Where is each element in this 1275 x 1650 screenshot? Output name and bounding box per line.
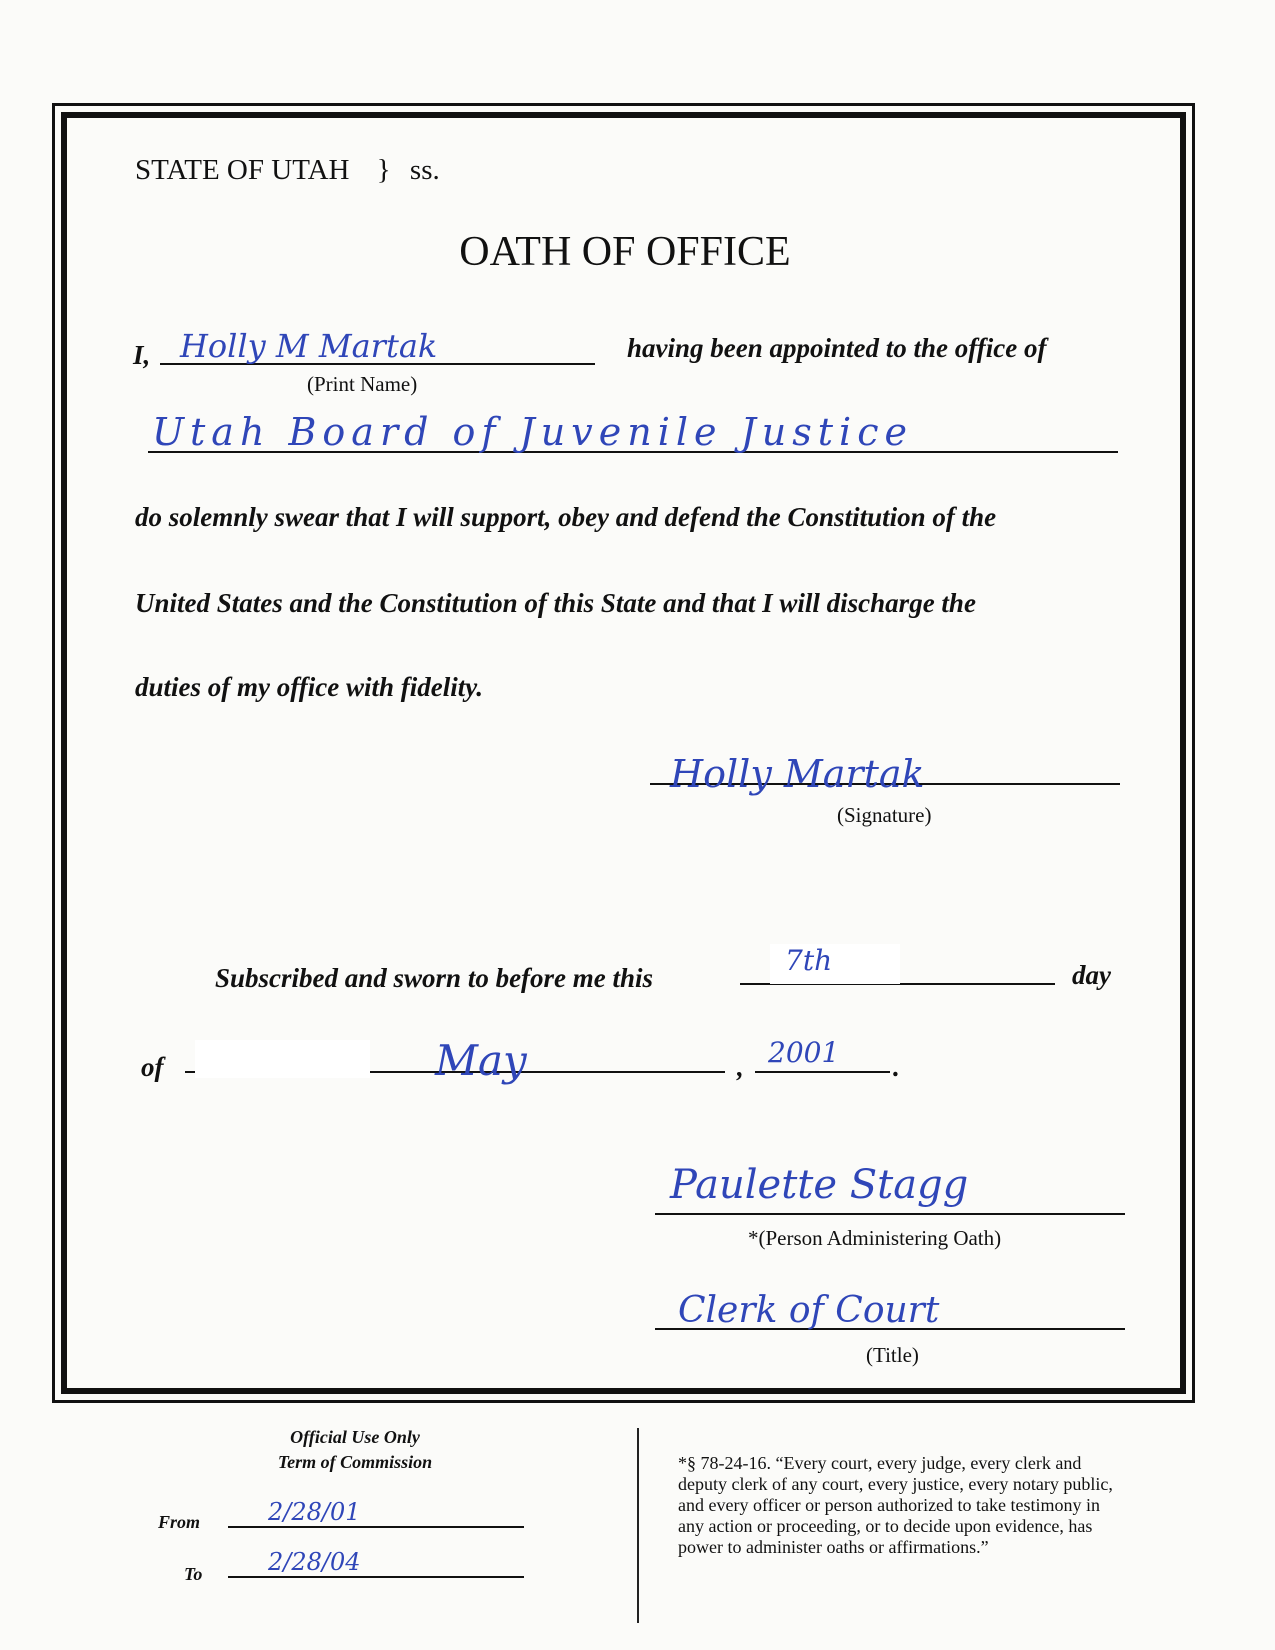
office-value: Utah Board of Juvenile Justice: [152, 410, 913, 454]
period: .: [893, 1052, 900, 1082]
footer-divider: [637, 1428, 639, 1623]
statute-line: any action or proceeding, or to decide upon evidence, has: [678, 1516, 1093, 1536]
day-value: 7th: [785, 944, 833, 977]
state-heading: [135, 154, 440, 187]
from-label: From: [158, 1512, 201, 1532]
print-name-label: (Print Name): [307, 372, 418, 396]
signature-value: Holly Martak: [670, 752, 925, 796]
inner-border: [61, 112, 1186, 1394]
term-of-commission-heading: Term of Commission: [277, 1452, 433, 1472]
print-name-value: Holly M Martak: [180, 327, 438, 365]
statute-line: and every officer or person authorized to take testimony in: [678, 1495, 1101, 1515]
day-word: day: [1072, 960, 1111, 990]
to-line: [228, 1576, 524, 1578]
statute-line: power to administer oaths or affirmations.”: [678, 1537, 989, 1557]
oath-body-line-3: duties of my office with fidelity.: [135, 672, 483, 702]
oath-body-line-1: do solemnly swear that I will support, obey and defend the Constitution of the: [135, 502, 997, 532]
i-prefix: I,: [133, 340, 151, 370]
signature-label: (Signature): [837, 803, 932, 827]
oath-body-line-2: United States and the Constitution of this State and that I will discharge the: [135, 588, 976, 618]
state-name: STATE OF UTAH: [135, 154, 350, 186]
title-label: (Title): [866, 1343, 919, 1367]
administrator-signature: Paulette Stagg: [670, 1162, 969, 1208]
statute-text: [678, 1453, 1113, 1558]
to-label: To: [184, 1564, 203, 1584]
statute-line: deputy clerk of any court, every justice, every notary public,: [678, 1474, 1113, 1494]
administrator-signature-line: [655, 1213, 1125, 1215]
brace: }: [376, 154, 391, 186]
redaction: [195, 1040, 370, 1078]
official-use-heading: Official Use Only: [290, 1427, 420, 1447]
year-line: [755, 1071, 890, 1073]
from-value: 2/28/01: [268, 1498, 361, 1526]
ss-label: ss.: [409, 154, 440, 186]
from-line: [228, 1526, 524, 1528]
month-value: May: [435, 1036, 527, 1085]
administrator-label: *(Person Administering Oath): [748, 1226, 1002, 1250]
of-word: of: [141, 1052, 164, 1082]
administrator-title: Clerk of Court: [678, 1290, 940, 1331]
subscribed-text: Subscribed and sworn to before me this: [215, 963, 654, 993]
page-title: OATH OF OFFICE: [459, 229, 791, 275]
year-value: 2001: [768, 1036, 840, 1069]
appointed-text: having been appointed to the office of: [627, 333, 1047, 363]
statute-line: *§ 78-24-16. “Every court, every judge, every clerk and: [678, 1453, 1082, 1473]
comma: ,: [737, 1052, 744, 1082]
to-value: 2/28/04: [268, 1548, 361, 1576]
